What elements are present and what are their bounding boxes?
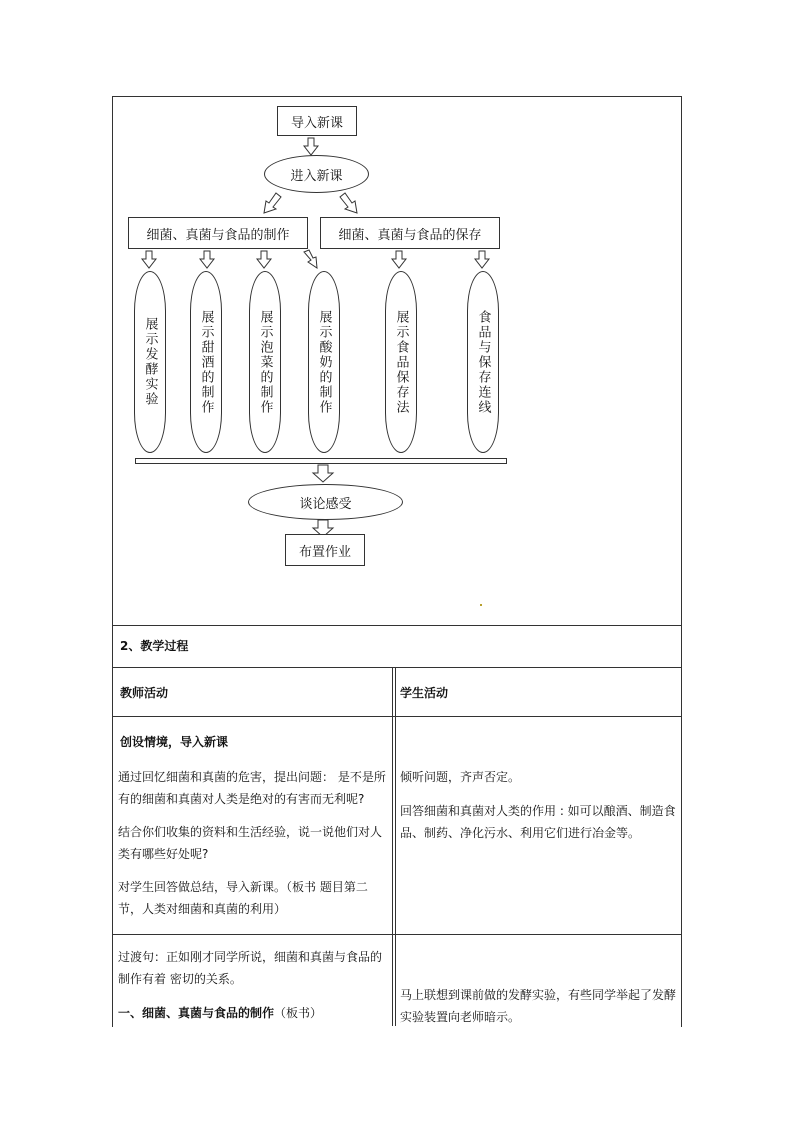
column-divider-inner <box>395 667 396 1026</box>
row1-student-p2: 回答细菌和真菌对人类的作用 : 如可以酿酒、制造食品、制药、净化污水、利用它们进行冶金等。 <box>400 804 676 840</box>
divider-section-bottom <box>112 667 681 668</box>
enter-oval-label: 进入新课 <box>290 168 343 184</box>
row1-teacher-p2: 结合你们收集的资料和生活经验，说一说他们对人类有哪些好处呢? <box>118 825 383 861</box>
arrow-to-pill-3 <box>257 251 271 268</box>
pill-6-label: 食品与保存连线 <box>475 309 491 415</box>
row1-student-p1: 倾听问题，齐声否定。 <box>400 770 521 784</box>
branch-left-box <box>128 217 308 249</box>
pill-6 <box>467 271 499 453</box>
branch-right-box <box>320 217 500 249</box>
section-title: 2、教学过程 <box>120 639 189 653</box>
homework-box-label: 布置作业 <box>298 544 351 560</box>
pill-1 <box>134 271 166 453</box>
homework-box <box>285 534 365 566</box>
branch-left-label: 细菌、真菌与食品的制作 <box>146 227 290 243</box>
stray-dot <box>480 604 482 606</box>
row1-teacher-p1: 通过回忆细菌和真菌的危害，提出问题： 是不是所有的细菌和真菌对人类是绝对的有害而无利呢? <box>118 770 386 806</box>
row1-teacher-title: 创设情境，导入新课 <box>120 735 229 749</box>
row2-teacher-p1: 过渡句：正如刚才同学所说，细菌和真菌与食品的制作有着 密切的关系。 <box>118 950 383 986</box>
enter-oval <box>264 155 369 193</box>
arrow-to-pill-4 <box>304 250 317 268</box>
row2-teacher-heading-note: （板书） <box>274 1006 323 1020</box>
header-teacher: 教师活动 <box>120 686 169 700</box>
start-box-label: 导入新课 <box>290 115 343 131</box>
pill-5-label: 展示食品保存法 <box>393 309 409 415</box>
arrow-to-pill-2 <box>200 251 214 268</box>
arrow-start-to-enter <box>304 138 318 155</box>
row2-teacher-heading-line <box>118 1002 388 1024</box>
pill-2-label: 展示甜酒的制作 <box>198 309 214 415</box>
divider-header-bottom <box>112 716 681 717</box>
row2-teacher-heading: 一、细菌、真菌与食品的制作 <box>118 1006 275 1020</box>
pill-4-label: 展示酸奶的制作 <box>316 309 332 415</box>
row1-teacher-p3: 对学生回答做总结，导入新课。（板书 题目第二节，人类对细菌和真菌的利用） <box>118 880 368 916</box>
divider-section-top <box>112 625 681 626</box>
discuss-oval <box>248 484 403 520</box>
arrow-to-pill-1 <box>142 251 156 268</box>
pill-3-label: 展示泡菜的制作 <box>257 309 273 415</box>
arrow-enter-to-right <box>340 193 357 213</box>
pill-1-label: 展示发酵实验 <box>142 317 158 407</box>
pill-5 <box>385 271 417 453</box>
start-box <box>277 106 357 136</box>
arrow-to-pill-5 <box>392 251 406 268</box>
branch-right-label: 细菌、真菌与食品的保存 <box>338 227 482 243</box>
discuss-oval-label: 谈论感受 <box>299 496 352 512</box>
column-divider <box>392 667 393 1026</box>
merge-bar <box>135 458 507 464</box>
arrow-enter-to-left <box>264 193 281 213</box>
row2-student-p1: 马上联想到课前做的发酵实验，有些同学举起了发酵实验装置向老师暗示。 <box>400 988 677 1024</box>
pill-4 <box>308 271 340 453</box>
header-student: 学生活动 <box>400 686 449 700</box>
pill-2 <box>190 271 222 453</box>
arrow-to-pill-6 <box>475 251 489 268</box>
arrow-bar-to-discuss <box>313 465 333 482</box>
pill-3 <box>249 271 281 453</box>
divider-row1-bottom <box>112 934 681 935</box>
